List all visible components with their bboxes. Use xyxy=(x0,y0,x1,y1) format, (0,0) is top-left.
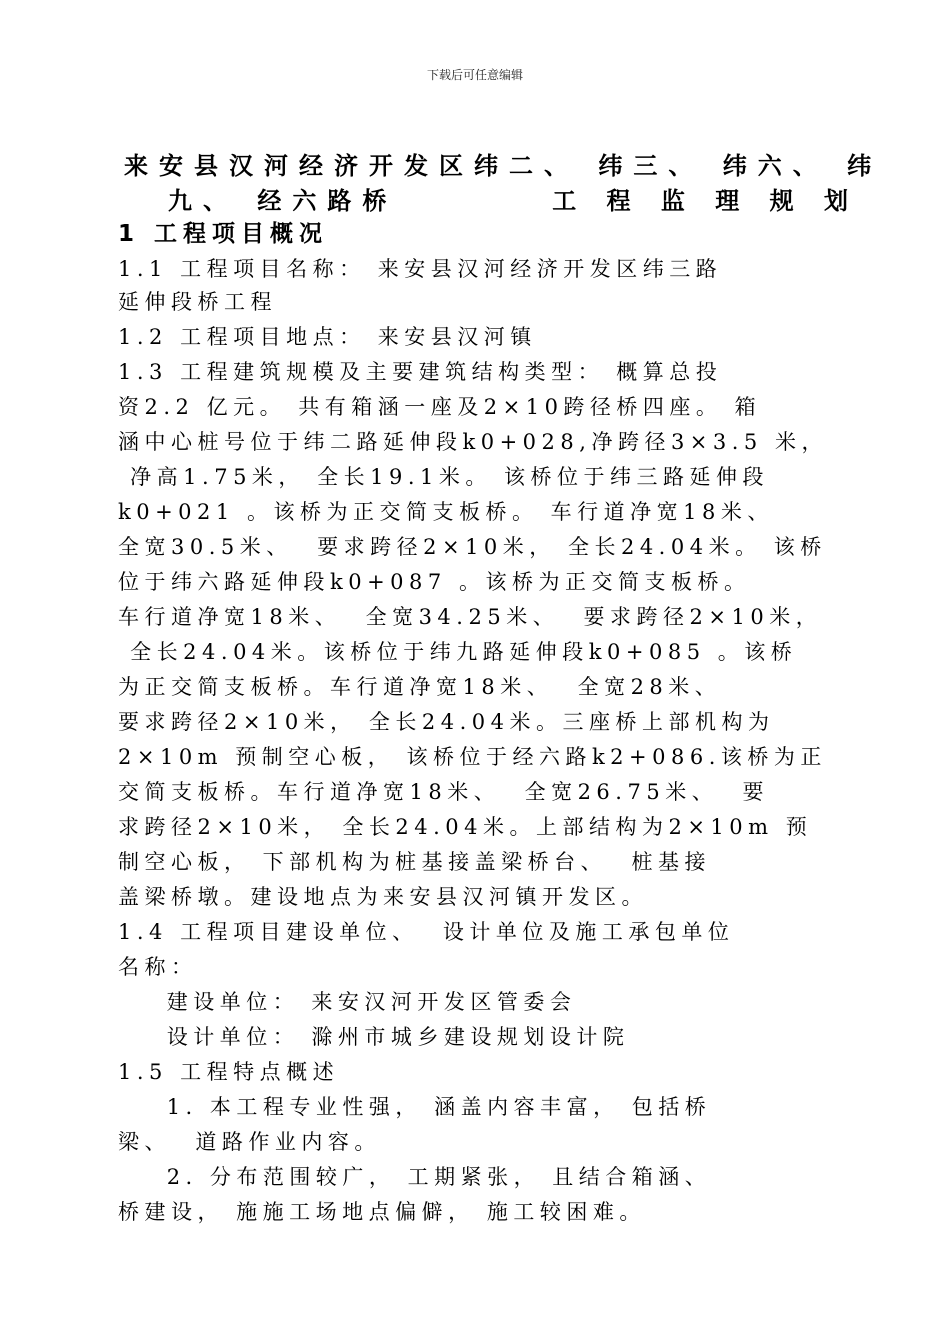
body-line: 设计单位： 滁州市城乡建设规划设计院 xyxy=(118,1025,630,1049)
body-line: 1.2 工程项目地点： 来安县汉河镇 xyxy=(118,325,537,349)
section-heading: 1 工程项目概况 xyxy=(118,221,329,247)
body-line: 位于纬六路延伸段k0+087 。该桥为正交简支板桥。 xyxy=(118,570,751,594)
body-line: 桥建设， 施施工场地点偏僻， 施工较困难。 xyxy=(118,1200,646,1224)
body-line: 资2.2 亿元。 共有箱涵一座及2×10跨径桥四座。 箱 xyxy=(118,395,762,419)
body-line: 盖梁桥墩。建设地点为来安县汉河镇开发区。 xyxy=(118,885,648,909)
body-line: 名称： xyxy=(118,955,198,979)
body-line: 求跨径2×10米， 全长24.04米。上部结构为2×10m 预 xyxy=(118,815,813,839)
body-line: 1.1 工程项目名称： 来安县汉河经济开发区纬三路 xyxy=(118,257,723,281)
body-line: 全长24.04米。该桥位于纬九路延伸段k0+085 。该桥 xyxy=(118,640,798,664)
body-line: 净高1.75米， 全长19.1米。 该桥位于纬三路延伸段 xyxy=(118,465,770,489)
body-line: 全宽30.5米、 要求跨径2×10米， 全长24.04米。 该桥 xyxy=(118,535,827,559)
body-line: 2×10m 预制空心板， 该桥位于经六路k2+086.该桥为正 xyxy=(118,745,827,769)
body-line: 为正交简支板桥。车行道净宽18米、 全宽28米、 xyxy=(118,675,722,699)
page-header-note: 下载后可任意编辑 xyxy=(426,68,523,82)
body-line: 交简支板桥。车行道净宽18米、 全宽26.75米、 要 xyxy=(118,780,770,804)
document-title-line-1: 来安县汉河经济开发区纬二、 纬三、 纬六、 纬 xyxy=(124,152,883,180)
body-line: k0+021 。该桥为正交简支板桥。 车行道净宽18米、 xyxy=(118,500,774,524)
body-line: 涵中心桩号位于纬二路延伸段k0+028,净跨径3×3.5 米， xyxy=(118,430,828,454)
body-line: 1.4 工程项目建设单位、 设计单位及施工承包单位 xyxy=(118,920,735,944)
body-line: 要求跨径2×10米， 全长24.04米。三座桥上部机构为 xyxy=(118,710,775,734)
body-line: 1. 本工程专业性强， 涵盖内容丰富， 包括桥 xyxy=(118,1095,712,1119)
body-line: 车行道净宽18米、 全宽34.25米、 要求跨径2×10米， xyxy=(118,605,823,629)
body-line: 建设单位： 来安汉河开发区管委会 xyxy=(118,990,577,1014)
body-line: 1.3 工程建筑规模及主要建筑结构类型： 概算总投 xyxy=(118,360,723,384)
body-line: 1.5 工程特点概述 xyxy=(118,1060,340,1084)
body-line: 延伸段桥工程 xyxy=(118,290,277,314)
document-title-line-2: 九、 经六路桥 工 程 监 理 规 划 xyxy=(168,187,859,215)
body-line: 2. 分布范围较广， 工期紧张， 且结合箱涵、 xyxy=(118,1165,712,1189)
body-line: 梁、 道路作业内容。 xyxy=(118,1130,381,1154)
body-line: 制空心板， 下部机构为桩基接盖梁桥台、 桩基接 xyxy=(118,850,712,874)
